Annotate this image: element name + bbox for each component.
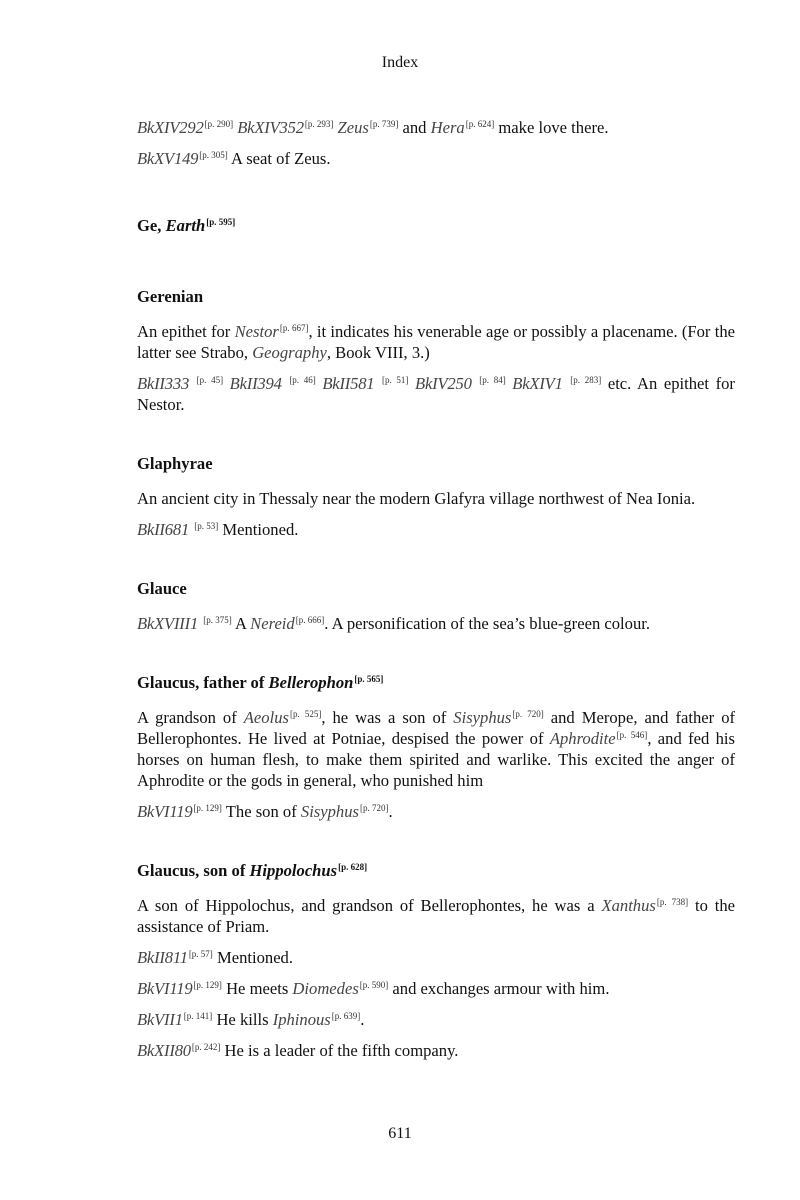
definition (137, 321, 735, 363)
text: He kills (212, 1010, 273, 1029)
text: and exchanges armour with him. (388, 979, 610, 998)
cross-reference[interactable]: Diomedes (292, 979, 359, 998)
index-content (137, 117, 735, 1071)
book-reference[interactable]: BkVI119 (137, 802, 193, 821)
text: Mentioned. (218, 520, 299, 539)
page-reference: [p. 628] (338, 862, 368, 872)
text: The son of (221, 802, 301, 821)
page-reference: [p. 57] (188, 949, 213, 959)
page-reference: [p. 129] (193, 803, 222, 813)
page-reference: [p. 595] (206, 217, 236, 227)
heading-link[interactable]: Bellerophon (268, 673, 354, 692)
page-reference: [p. 720] (512, 709, 544, 719)
book-reference[interactable]: BkXII80 (137, 1041, 191, 1060)
page-reference: [p. 51] (381, 375, 409, 385)
definition (137, 707, 735, 791)
page-reference: [p. 84] (479, 375, 506, 385)
reference-line (137, 148, 735, 169)
reference-line (137, 117, 735, 138)
cross-reference[interactable]: Nereid (250, 614, 295, 633)
text: He meets (221, 979, 293, 998)
reference-line (137, 519, 735, 540)
definition (137, 895, 735, 937)
book-reference[interactable]: BkXIV1 (512, 374, 563, 393)
text: , he was a son of (321, 708, 454, 727)
cross-reference: Geography (252, 343, 327, 362)
running-head: Index (381, 54, 419, 71)
book-reference[interactable]: BkII333 (137, 374, 190, 393)
page-reference: [p. 720] (359, 803, 389, 813)
page-reference: [p. 739] (369, 119, 399, 129)
reference-line (137, 1009, 735, 1030)
page-reference: [p. 590] (359, 980, 389, 990)
cross-reference[interactable]: Hera (430, 118, 465, 137)
cross-reference[interactable]: Sisyphus (453, 708, 512, 727)
book-reference[interactable]: BkII581 (322, 374, 375, 393)
text: A seat of Zeus. (227, 149, 331, 168)
text: . (360, 1010, 365, 1029)
cross-reference[interactable]: Sisyphus (300, 802, 359, 821)
book-reference[interactable]: BkIV250 (415, 374, 472, 393)
text: etc. An epithet for Nestor. (137, 374, 735, 414)
page-reference: [p. 141] (183, 1011, 213, 1021)
definition: An ancient city in Thessaly near the modern Glafyra village northwest of Nea Ionia. (137, 489, 696, 508)
page-reference: [p. 624] (465, 119, 495, 129)
page-reference: [p. 667] (279, 323, 309, 333)
reference-line (137, 978, 735, 999)
entry-heading-glaphyrae: Glaphyrae (137, 454, 213, 473)
heading-text: Ge, (137, 216, 166, 235)
heading-link[interactable]: Hippolochus (249, 861, 338, 880)
page-reference: [p. 53] (194, 521, 219, 531)
page-reference: [p. 525] (289, 709, 322, 719)
book-reference[interactable]: BkII681 (137, 520, 190, 539)
text: , and fed his horses on human flesh, to make them spirited and warlike. This excited the anger of Aphrodite or the gods in general, who punished him (137, 729, 736, 790)
page-reference: [p. 290] (204, 119, 234, 129)
page-reference: [p. 375] (203, 615, 232, 625)
text: A (231, 614, 251, 633)
text: make love there. (494, 118, 609, 137)
text: A son of Hippolochus, and grandson of Bellerophontes, he was a (137, 896, 602, 915)
book-reference[interactable]: BkII394 (229, 374, 282, 393)
book-reference[interactable]: BkXIV292 (137, 118, 204, 137)
entry-heading-glauce: Glauce (137, 579, 187, 598)
entry-heading-ge (137, 215, 735, 236)
text: , it indicates his venerable age or possibly a placename. (For the latter see Strabo, (137, 322, 735, 362)
page-reference: [p. 565] (354, 674, 384, 684)
cross-reference[interactable]: Xanthus (601, 896, 656, 915)
page-reference: [p. 305] (199, 150, 228, 160)
heading-text: Glaucus, father of (137, 673, 269, 692)
text: and (398, 118, 431, 137)
heading-link[interactable]: Earth (165, 216, 206, 235)
page-reference: [p. 129] (193, 980, 222, 990)
heading-text: Glaucus, son of (137, 861, 250, 880)
reference-line (137, 613, 735, 634)
cross-reference[interactable]: Aphrodite (549, 729, 616, 748)
page-reference: [p. 293] (304, 119, 334, 129)
text: An epithet for (137, 322, 235, 341)
page-reference: [p. 45] (196, 375, 224, 385)
book-reference[interactable]: BkXIV352 (237, 118, 304, 137)
entry-heading-gerenian: Gerenian (137, 287, 204, 306)
text: . (388, 802, 393, 821)
page-reference: [p. 546] (616, 730, 648, 740)
book-reference[interactable]: BkXVIII1 (137, 614, 199, 633)
reference-line (137, 801, 735, 822)
page-reference: [p. 738] (656, 897, 689, 907)
text: . A personification of the sea’s blue-green colour. (324, 614, 651, 633)
entry-heading-glaucus-father (137, 672, 735, 693)
reference-line (137, 373, 735, 415)
book-reference[interactable]: BkII811 (137, 948, 188, 967)
page-reference: [p. 666] (295, 615, 325, 625)
text: A grandson of (137, 708, 244, 727)
cross-reference[interactable]: Nestor (234, 322, 279, 341)
page-reference: [p. 46] (289, 375, 316, 385)
cross-reference[interactable]: Zeus (337, 118, 369, 137)
reference-line (137, 1040, 735, 1061)
entry-heading-glaucus-son (137, 860, 735, 881)
text: and Merope, and father of Bellerophontes. He lived at Potniae, despised the power of (137, 708, 736, 748)
reference-line (137, 947, 735, 968)
page-reference: [p. 639] (331, 1011, 361, 1021)
cross-reference[interactable]: Iphinous (272, 1010, 331, 1029)
text: to the assistance of Priam. (137, 896, 736, 936)
text: Mentioned. (212, 948, 294, 967)
book-reference[interactable]: BkVI119 (137, 979, 193, 998)
book-reference[interactable]: BkXV149 (137, 149, 199, 168)
text: , Book VIII, 3.) (326, 343, 430, 362)
book-reference[interactable]: BkVII1 (137, 1010, 183, 1029)
page-reference: [p. 242] (191, 1042, 221, 1052)
cross-reference[interactable]: Aeolus (243, 708, 289, 727)
page-reference: [p. 283] (570, 375, 602, 385)
page-number: 611 (388, 1125, 412, 1142)
text: He is a leader of the fifth company. (220, 1041, 459, 1060)
